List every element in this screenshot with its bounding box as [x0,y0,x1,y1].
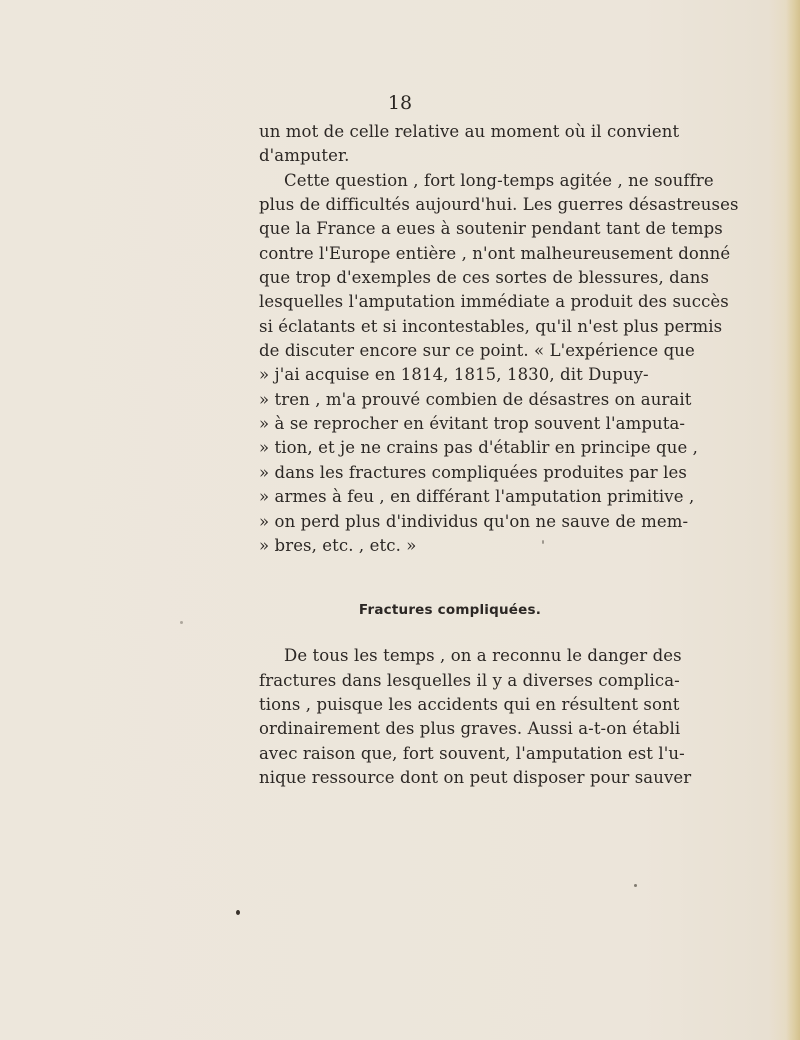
text-line: d'amputer. [259,146,350,166]
text-line: » bres, etc. , etc. » [259,535,417,555]
text-line: si éclatants et si incontestables, qu'il n'est plus permis [259,316,723,336]
text-line: plus de difficultés aujourd'hui. Les guerres désastreuses [259,195,739,215]
page-edge-discoloration [786,0,800,1040]
text-line: de discuter encore sur ce point. « L'expérience que [259,341,695,361]
text-line: avec raison que, fort souvent, l'amputation est l'u- [259,743,685,763]
text-line: que trop d'exemples de ces sortes de blessures, dans [259,268,710,288]
text-line: » tion, et je ne crains pas d'établir en principe que , [259,438,698,458]
text-line: » tren , m'a prouvé combien de désastres on aurait [259,389,692,409]
paragraph-2 [259,169,739,559]
text-line: contre l'Europe entière , n'ont malheureusement donné [259,243,731,263]
ink-speck [180,621,183,624]
text-line: » j'ai acquise en 1814, 1815, 1830, dit Dupuy- [259,365,649,385]
text-line: un mot de celle relative au moment où il convient [259,122,680,141]
body-text [259,120,739,790]
text-line: ordinairement des plus graves. Aussi a-t-on établi [259,719,681,739]
text-line: Cette question , fort long-temps agitée , ne souffre [284,170,714,190]
section-heading: Fractures compliquées. [358,602,542,619]
text-line: fractures dans lesquelles il y a diverses complica- [259,670,680,690]
text-line: nique ressource dont on peut disposer pour sauver [259,767,692,787]
text-line: » on perd plus d'individus qu'on ne sauve de mem- [259,511,689,531]
paragraph-1 [259,120,680,169]
page-number: 18 [387,92,413,114]
text-line: De tous les temps , on a reconnu le danger des [284,646,682,666]
ink-speck [634,884,637,887]
text-line: » armes à feu , en différant l'amputation primitive , [259,487,695,507]
ink-speck [542,540,544,544]
text-line: tions , puisque les accidents qui en résultent sont [259,694,680,714]
text-line: lesquelles l'amputation immédiate a produit des succès [259,292,729,312]
paragraph-3 [259,644,692,790]
ink-speck [236,910,240,915]
text-line: » dans les fractures compliquées produites par les [259,462,687,482]
text-line: que la France a eues à soutenir pendant tant de temps [259,219,723,239]
text-line: » à se reprocher en évitant trop souvent l'amputa- [259,414,686,434]
